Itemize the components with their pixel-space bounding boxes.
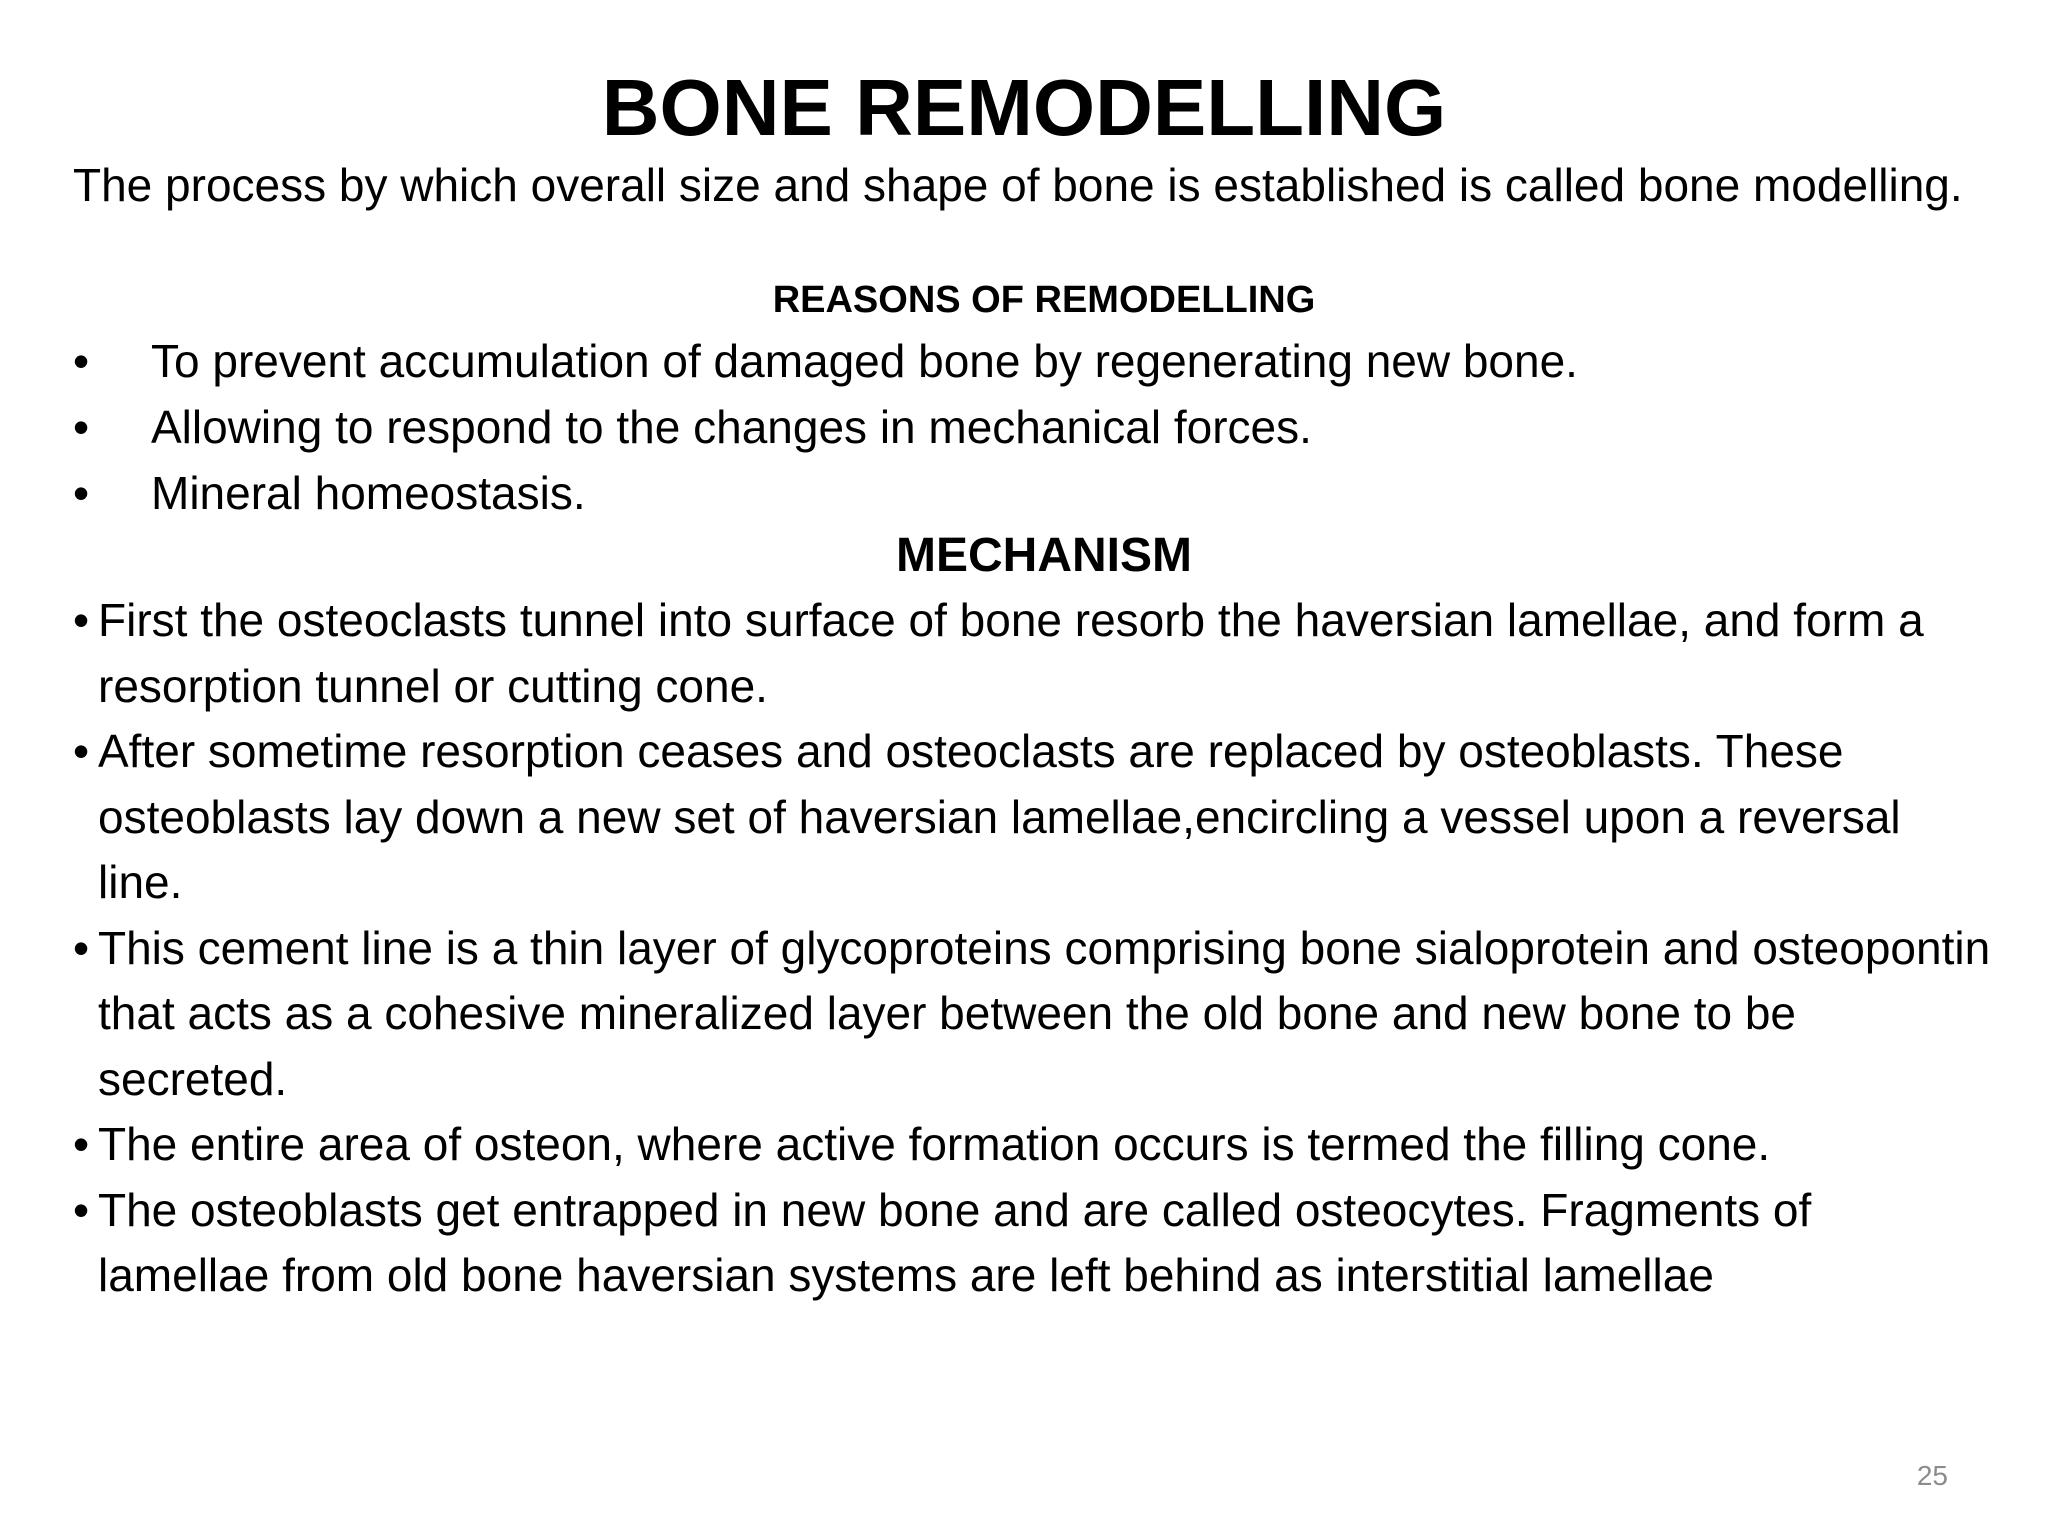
mechanism-list — [73, 588, 1993, 1309]
reasons-heading: REASONS OF REMODELLING — [772, 279, 1316, 321]
mechanism-text: This cement line is a thin layer of glycoproteins comprising bone sialoprotein and osteopontin that acts as a cohesive mineralized layer between the old bone and new bone to be secreted. — [98, 921, 1991, 1105]
reason-text: To prevent accumulation of damaged bone by regenerating new bone. — [151, 335, 1578, 387]
list-item — [73, 719, 1993, 916]
bullet-icon: • — [73, 594, 90, 646]
bullet-icon: • — [73, 921, 90, 974]
bullet-icon: • — [73, 1183, 90, 1236]
mechanism-text: The osteoblasts get entrapped in new bone and are called osteocytes. Fragments of lamellae from old bone haversian systems are left behind as interstitial lamellae — [98, 1183, 1812, 1301]
bullet-icon: • — [73, 401, 90, 453]
list-item — [73, 394, 1973, 460]
bullet-icon: • — [73, 1118, 90, 1170]
list-item — [73, 1178, 1993, 1309]
mechanism-text: First the osteoclasts tunnel into surface of bone resorb the haversian lamellae, and form a resorption tunnel or cutting cone. — [98, 594, 1924, 712]
bullet-icon: • — [73, 467, 90, 519]
list-item — [73, 1112, 1993, 1178]
mechanism-text: The entire area of osteon, where active formation occurs is termed the filling cone. — [98, 1118, 1771, 1170]
mechanism-text: After sometime resorption ceases and osteoclasts are replaced by osteoblasts. These osteoblasts lay down a new set of haversian lamellae,encircling a vessel upon a reversal line. — [98, 725, 1901, 908]
list-item — [73, 588, 1993, 719]
reasons-list — [73, 328, 1973, 526]
bullet-icon: • — [73, 725, 90, 777]
list-item — [73, 916, 1993, 1113]
page-number: 25 — [1916, 1460, 1948, 1491]
reason-text: Mineral homeostasis. — [151, 467, 586, 519]
bullet-icon: • — [73, 335, 90, 387]
slide-title: BONE REMODELLING — [601, 63, 1447, 152]
reason-text: Allowing to respond to the changes in mechanical forces. — [151, 401, 1312, 453]
mechanism-heading: MECHANISM — [896, 529, 1192, 582]
list-item — [73, 328, 1973, 394]
intro-paragraph: The process by which overall size and shape of bone is established is called bone modelling. — [73, 159, 1963, 211]
list-item — [73, 460, 1973, 526]
